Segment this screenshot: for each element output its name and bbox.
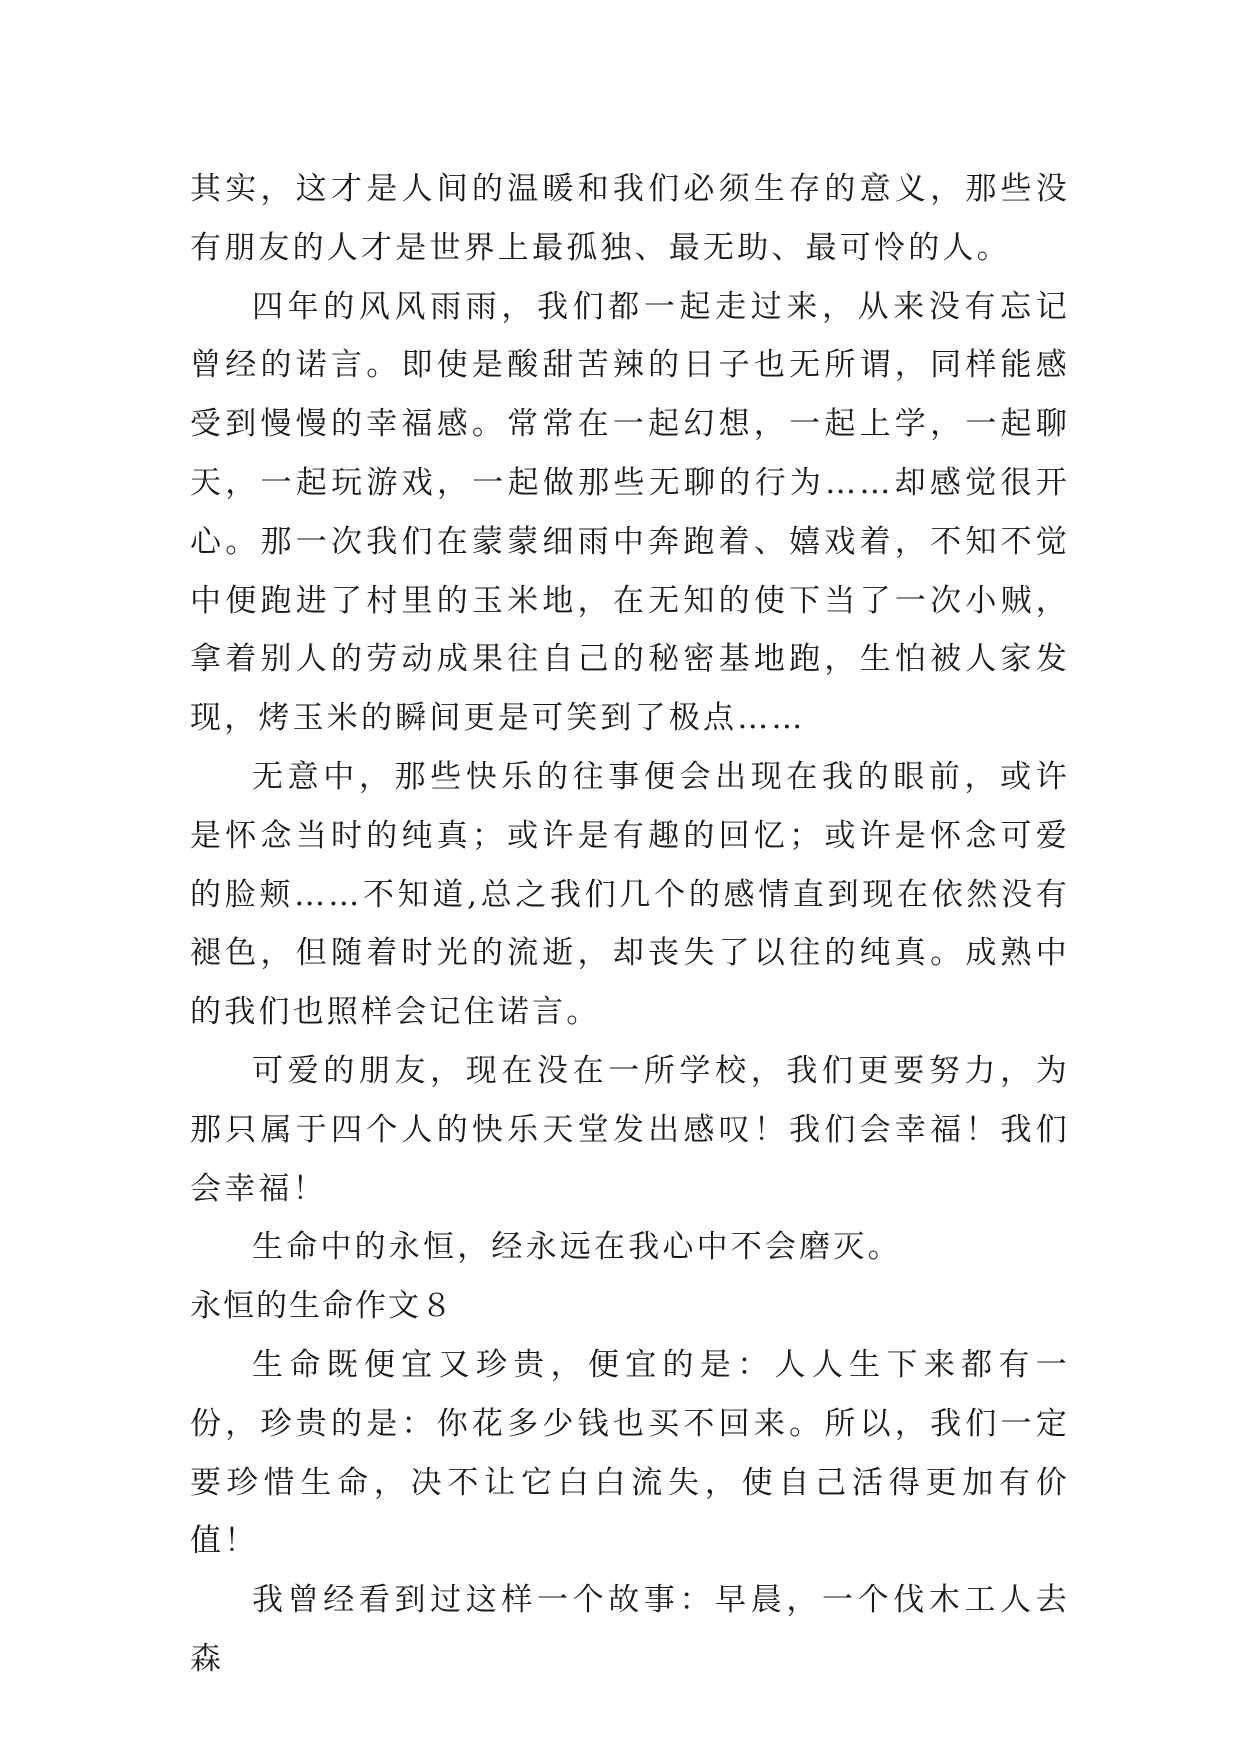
document-body	[190, 160, 1070, 1689]
paragraph-2: 四年的风风雨雨，我们都一起走过来，从来没有忘记曾经的诺言。即使是酸甜苦辣的日子也无所谓，同样能感受到慢慢的幸福感。常常在一起幻想，一起上学，一起聊天，一起玩游戏，一起做那些无聊的行为……却感觉很开心。那一次我们在蒙蒙细雨中奔跑着、嬉戏着，不知不觉中便跑进了村里的玉米地，在无知的使下当了一次小贼，拿着别人的劳动成果往自己的秘密基地跑，生怕被人家发现，烤玉米的瞬间更是可笑到了极点……	[190, 288, 1070, 737]
paragraph-6: 生命既便宜又珍贵，便宜的是：人人生下来都有一份，珍贵的是：你花多少钱也买不回来。所以，我们一定要珍惜生命，决不让它白白流失，使自己活得更加有价值！	[190, 1346, 1070, 1560]
paragraph-5: 生命中的永恒，经永远在我心中不会磨灭。	[252, 1229, 902, 1266]
paragraph-1: 其实，这才是人间的温暖和我们必须生存的意义，那些没有朋友的人才是世界上最孤独、最无助、最可怜的人。	[190, 171, 1070, 266]
essay-heading: 永恒的生命作文８	[190, 1288, 454, 1325]
paragraph-4: 可爱的朋友，现在没在一所学校，我们更要努力，为那只属于四个人的快乐天堂发出感叹！我们会幸福！我们会幸福！	[190, 1052, 1070, 1207]
paragraph-3: 无意中，那些快乐的往事便会出现在我的眼前，或许是怀念当时的纯真；或许是有趣的回忆；或许是怀念可爱的脸颊……不知道,总之我们几个的感情直到现在依然没有褪色，但随着时光的流逝，却丧失了以往的纯真。成熟中的我们也照样会记住诺言。	[190, 758, 1070, 1031]
paragraph-7: 我曾经看到过这样一个故事：早晨，一个伐木工人去森	[190, 1582, 1070, 1677]
